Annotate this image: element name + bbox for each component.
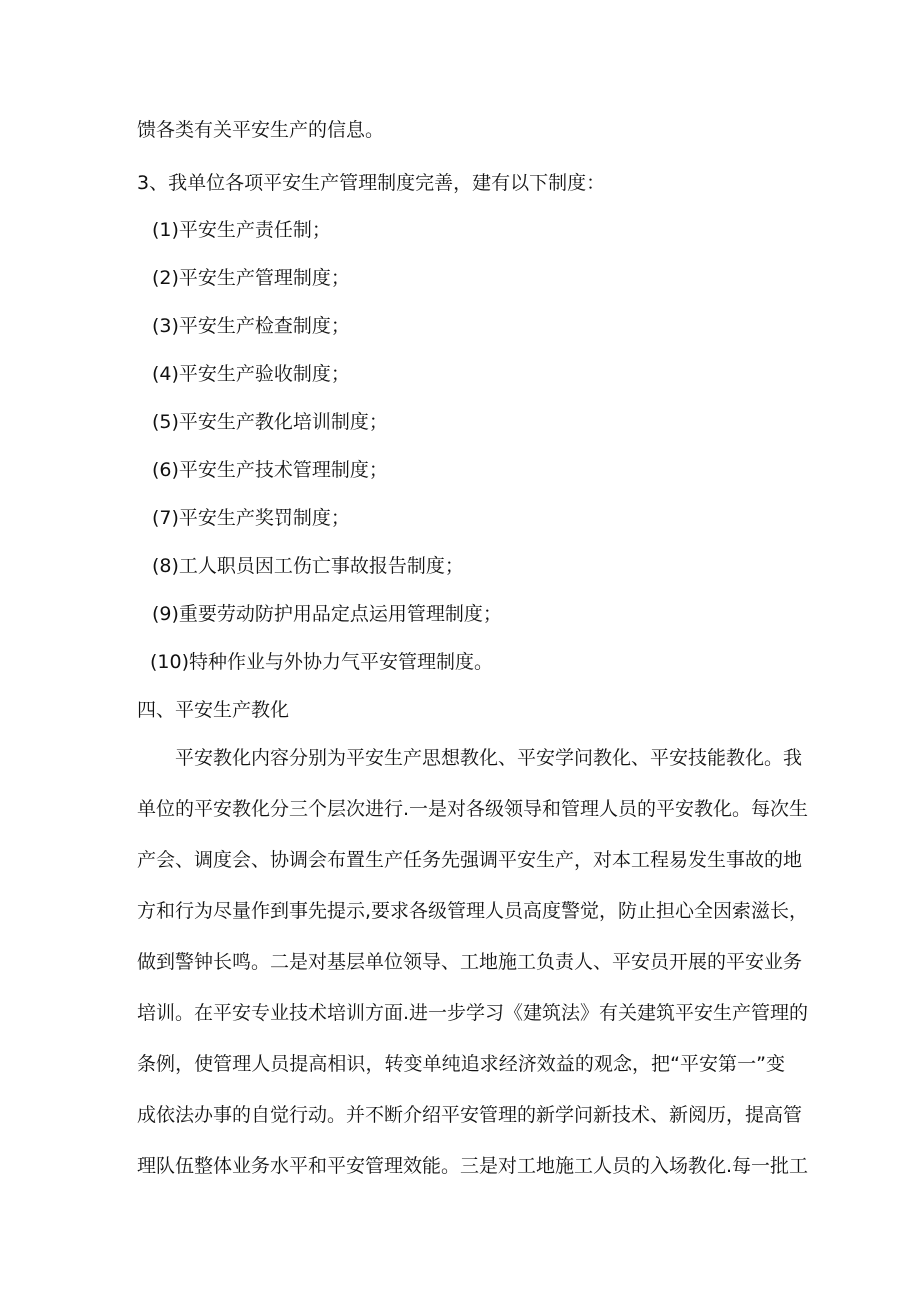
paragraph-line: 做到警钟长鸣。二是对基层单位领导、工地施工负责人、平安员开展的平安业务 (137, 951, 803, 973)
list-item-8: (8)工人职员因工伤亡事故报告制度； (152, 555, 464, 577)
list-item-9: (9)重要劳动防护用品定点运用管理制度； (152, 603, 502, 625)
list-item-4: (4)平安生产验收制度； (152, 363, 350, 385)
list-item-2: (2)平安生产管理制度； (152, 267, 350, 289)
paragraph-line: 产会、调度会、协调会布置生产任务先强调平安生产，对本工程易发生事故的地 (137, 849, 803, 871)
section-4-heading: 四、平安生产教化 (137, 699, 290, 721)
paragraph-line: 方和行为尽量作到事先提示,要求各级管理人员高度警觉，防止担心全因索滋长， (137, 900, 809, 922)
paragraph-line: 条例，使管理人员提高相识，转变单纯追求经济效益的观念，把“平安第一”变 (137, 1053, 785, 1075)
paragraph-line: 理队伍整体业务水平和平安管理效能。三是对工地施工人员的入场教化.每一批工 (137, 1155, 809, 1177)
list-item-3: (3)平安生产检查制度； (152, 315, 350, 337)
paragraph-line: 成依法办事的自觉行动。并不断介绍平安管理的新学问新技术、新阅历，提高管 (137, 1104, 803, 1126)
paragraph-line: 培训。在平安专业技术培训方面.进一步学习《建筑法》有关建筑平安生产管理的 (137, 1002, 809, 1024)
body-paragraph (137, 745, 809, 1204)
list-item-7: (7)平安生产奖罚制度； (152, 507, 350, 529)
list-item-1: (1)平安生产责任制； (152, 219, 331, 241)
paragraph-line: 平安教化内容分别为平安生产思想教化、平安学问教化、平安技能教化。我 (175, 747, 803, 769)
text-line-continuation: 馈各类有关平安生产的信息。 (137, 119, 385, 141)
list-item-6: (6)平安生产技术管理制度； (152, 459, 388, 481)
list-item-10: (10)特种作业与外协力气平安管理制度。 (150, 651, 494, 673)
paragraph-line: 单位的平安教化分三个层次进行.一是对各级领导和管理人员的平安教化。每次生 (137, 798, 809, 820)
list-item-5: (5)平安生产教化培训制度； (152, 411, 388, 433)
section-3-heading: 3、我单位各项平安生产管理制度完善，建有以下制度： (137, 172, 606, 194)
